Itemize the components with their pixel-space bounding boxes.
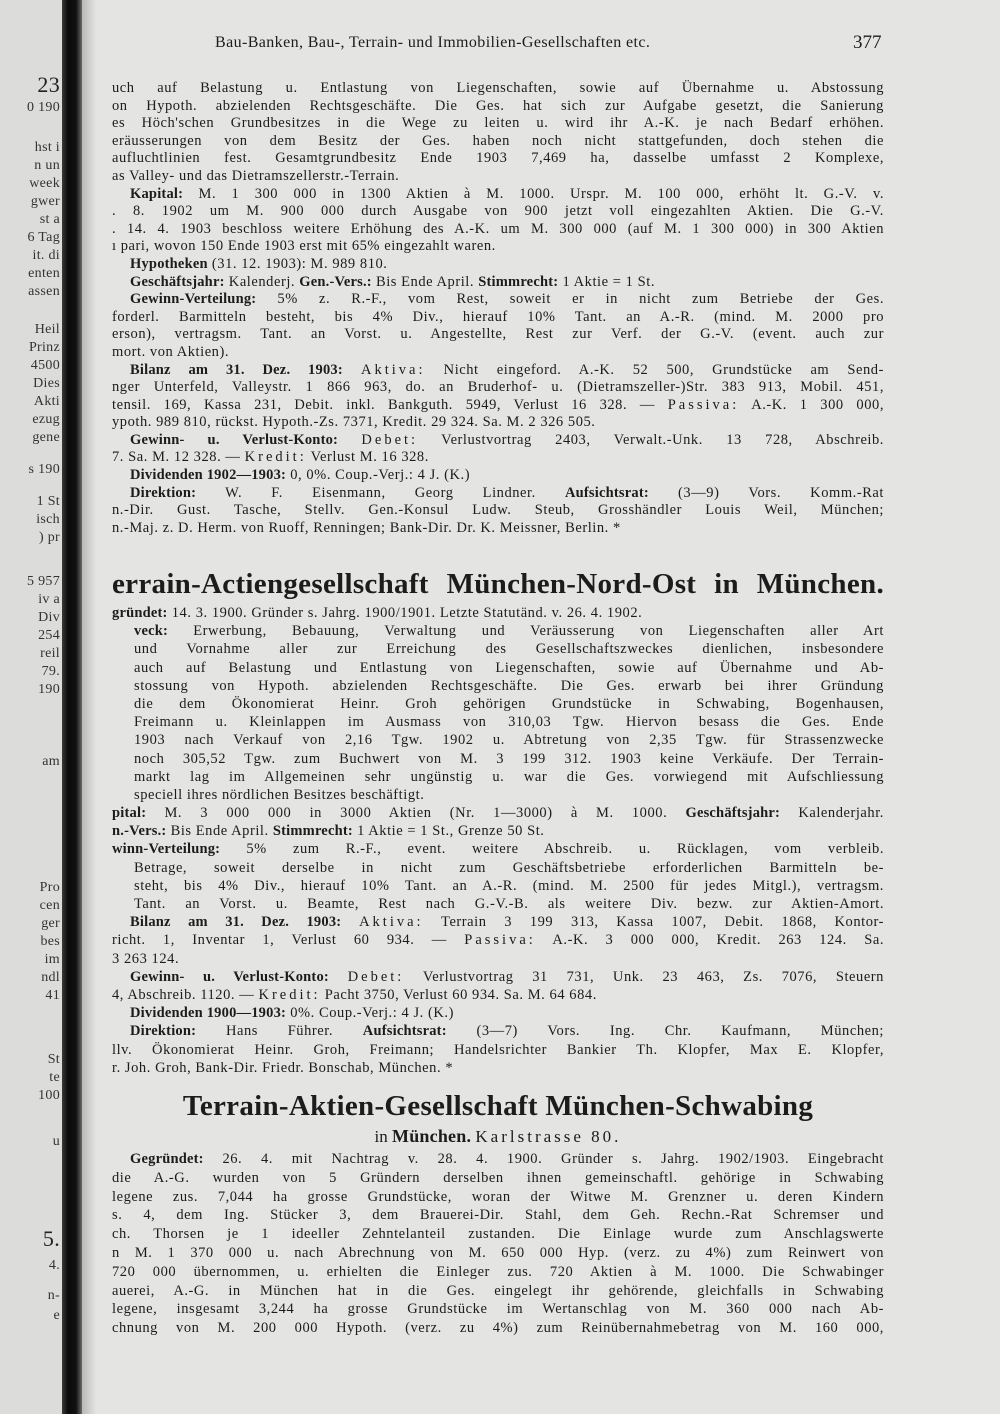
text-run: s. 4, dem Ing. Stücker 3, dem Brauerei-Dir. Stahl, dem Geh. Rechn.-Rat Schremser und [112, 1207, 884, 1224]
book-binding-shadow [62, 0, 82, 1414]
text-line [112, 1188, 884, 1207]
margin-fragment: assen [28, 284, 60, 299]
field-label: Hypotheken [130, 255, 208, 272]
company-entry-continued [112, 80, 884, 537]
text-run: auch auf Belastung und Entlastung von Liegenschaften, sowie auf Übernahme und Ab- [134, 659, 884, 676]
text-line [112, 1244, 884, 1263]
text-line [112, 895, 884, 913]
text-run: 0%. Coup.-Verj.: 4 J. (K.) [286, 1005, 454, 1022]
company-heading: errain-Actiengesellschaft München-Nord-Ost in München. [112, 568, 884, 600]
text-line [112, 362, 884, 380]
field-label: pital: [112, 805, 147, 822]
text-line [112, 804, 884, 822]
margin-fragment: 0 190 [27, 100, 60, 115]
text-run: Hans Führer. [196, 1023, 363, 1040]
text-line [112, 750, 884, 768]
text-run: 5% zum R.-F., event. weitere Abschreib. u. Rücklagen, vom verbleib. [220, 841, 884, 858]
text-line [112, 238, 884, 256]
spaced-label: Aktiva: [361, 361, 426, 378]
text-line [112, 203, 884, 221]
text-line [112, 291, 884, 309]
text-run: 0, 0%. Coup.-Verj.: 4 J. (K.) [286, 467, 471, 484]
text-run: 7. Sa. M. 12 328. — [112, 449, 245, 466]
text-run: (31. 12. 1903): M. 989 810. [207, 255, 388, 272]
margin-fragment: 5 957 [27, 574, 60, 589]
text-run: die dem Ökonomierat Heinr. Groh gehörigen Grundstücke in Schwabing, Bogenhausen, [134, 695, 884, 712]
text-line [112, 604, 884, 622]
margin-fragment: Pro [39, 880, 60, 895]
margin-fragment: 1 St [36, 494, 60, 509]
margin-fragment: am [42, 754, 60, 769]
spaced-label: Kredit: [258, 986, 321, 1003]
text-line [112, 150, 884, 168]
margin-fragment: hst i [34, 140, 60, 155]
adjacent-page-edge [0, 0, 62, 1414]
text-line [112, 1169, 884, 1188]
spaced-label: Aktiva: [359, 914, 424, 931]
margin-fragment: u [52, 1134, 60, 1149]
text-line [112, 133, 884, 151]
text-line [112, 80, 884, 98]
text-run: on Hypoth. abzielenden Rechtsgeschäfte. Die Ges. hat sich zur Aufgabe gesetzt, die Sanierung [112, 97, 884, 114]
text-run: M. 1 300 000 in 1300 Aktien à M. 1000. Urspr. M. 100 000, erhöht lt. G.-V. v. [183, 185, 884, 202]
text-line [112, 414, 884, 432]
margin-fragment: cen [39, 898, 60, 913]
text-run: 5% z. R.-F., vom Rest, soweit er in nicht zum Betriebe der Ges. [256, 291, 884, 308]
text-line [112, 256, 884, 274]
text-line [112, 931, 884, 949]
spaced-label: Kredit: [244, 449, 307, 466]
margin-fragment: 41 [45, 988, 60, 1003]
margin-fragment: Prinz [28, 340, 60, 355]
field-label: Gewinn- u. Verlust-Konto: [130, 968, 329, 985]
field-label: Gewinn-Verteilung: [130, 291, 257, 308]
text-run: und Vornahme aller zur Erreichung des Gesellschaftszweckes dienlichen, insbesondere [134, 641, 884, 658]
company-location [112, 1124, 884, 1148]
text-line [112, 913, 884, 931]
text-line [112, 822, 884, 840]
text-run: uch auf Belastung u. Entlastung von Liegenschaften, sowie auf Übernahme u. Abstossung [112, 80, 884, 96]
text-run [329, 969, 348, 985]
margin-fragment: bes [40, 934, 60, 949]
margin-fragment: iv a [38, 592, 60, 607]
field-label: Direktion: [130, 484, 197, 501]
text-run: chnung von M. 200 000 Hypoth. (verz. zu 4%) zum Reinübernahmebetrag von M. 160 000, [112, 1320, 884, 1337]
text-run: speciell ihres nördlichen Besitzes beschäftigt. [134, 786, 425, 803]
text-run: n.-Dir. Gust. Tasche, Stellv. Gen.-Konsul Ludw. Steub, Grosshändler Louis Weil, München; [112, 502, 884, 519]
field-label: winn-Verteilung: [112, 841, 221, 858]
text-run: auerei, A.-G. in München hat in die Ges. eingelegt ihr gehörende, gleichfalls in Schwabing [112, 1282, 884, 1299]
field-label: Gewinn- u. Verlust-Konto: [130, 431, 339, 448]
margin-fragment: it. di [32, 248, 60, 263]
text-run: 14. 3. 1900. Gründer s. Jahrg. 1900/1901. Letzte Statutänd. v. 26. 4. 1902. [167, 605, 643, 621]
text-line [112, 877, 884, 895]
text-line [112, 397, 884, 415]
margin-fragment: s 190 [28, 462, 60, 477]
spaced-label: Passiva: [667, 396, 740, 413]
text-line [112, 115, 884, 133]
text-line [112, 1206, 884, 1225]
margin-fragment: Dies [33, 376, 60, 391]
text-run: tensil. 169, Kassa 231, Debit. inkl. Bankguth. 5949, Verlust 16 328. — [112, 396, 668, 413]
text-line [112, 1263, 884, 1282]
text-line [112, 1225, 884, 1244]
margin-fragment: 254 [38, 628, 60, 643]
text-run: as Valley- und das Dietramszellerstr.-Terrain. [112, 167, 400, 184]
text-run: Pacht 3750, Verlust 60 934. Sa. M. 64 684. [320, 986, 597, 1003]
field-label: Aufsichtsrat: [564, 484, 649, 501]
text-run: 3 263 124. [112, 950, 180, 967]
text-line [112, 168, 884, 186]
text-run: legene zus. 7,044 ha grosse Grundstücke, woran der Witwe M. Grenzner u. deren Kindern [112, 1188, 884, 1205]
field-label: Kapital: [130, 185, 184, 202]
margin-fragment: isch [36, 512, 60, 527]
text-line [112, 768, 884, 786]
text-run: A.-K. 3 000 000, Kredit. 263 124. Sa. [535, 932, 884, 949]
text-line [112, 1059, 884, 1077]
text-line [112, 1150, 884, 1169]
spaced-label: Debet: [361, 431, 419, 448]
text-line [112, 859, 884, 877]
text-run: noch 305,52 Tgw. zum Buchwert von M. 3 199 312. 1903 keine Verkäufe. Der Terrain- [134, 750, 884, 767]
margin-fragment: 190 [38, 682, 60, 697]
field-label: Stimmrecht: [272, 823, 353, 840]
text-run: Freimann u. Kleinlappen im Ausmass von 310,03 Tgw. Hiervon besass die Ges. Ende [134, 714, 884, 731]
text-run: W. F. Eisenmann, Georg Lindner. [196, 484, 565, 501]
text-line [112, 840, 884, 858]
text-run: llv. Ökonomierat Heinr. Groh, Freimann; Handelsrichter Bankier Th. Klopfer, Max E. Klopfer, [112, 1041, 884, 1058]
text-line [112, 1319, 884, 1338]
margin-fragment: ) pr [38, 530, 60, 545]
text-run: ı pari, wovon 150 Ende 1903 erst mit 65% eingezahlt waren. [112, 238, 496, 255]
margin-fragment: gene [32, 430, 60, 445]
text-run: die A.-G. wurden von 5 Gründern derselben ihnen gemeinschaftl. gehörige in Schwabing [112, 1169, 884, 1186]
text-line [112, 986, 884, 1004]
text-line [112, 968, 884, 986]
field-label: Geschäftsjahr: [685, 805, 781, 822]
text-run: mort. von Aktien). [112, 343, 230, 360]
text-run: Verlustvortrag 31 731, Unk. 23 463, Zs. 7076, Steuern [404, 968, 884, 985]
page-gutter [82, 0, 96, 1414]
margin-fragment: Div [38, 610, 60, 625]
text-run: in [374, 1127, 393, 1146]
text-line [112, 485, 884, 503]
text-line [112, 786, 884, 804]
company-heading: Terrain-Aktien-Gesellschaft München-Schwabing [182, 1090, 814, 1122]
field-label: n.-Vers.: [112, 823, 167, 840]
text-line [112, 502, 884, 520]
text-line [112, 449, 884, 467]
field-label: gründet: [112, 605, 168, 621]
text-run [338, 432, 361, 448]
text-run: Verlust M. 16 328. [306, 449, 429, 466]
field-label: Bilanz am 31. Dez. 1903: [130, 361, 343, 378]
text-run: . 8. 1902 um M. 900 000 durch Ausgabe von 900 jetzt voll eingezahlten Aktien. Die G.-V. [112, 203, 884, 220]
field-label: Stimmrecht: [478, 273, 559, 290]
text-run: ypoth. 989 810, rückst. Hypoth.-Zs. 7371, Kredit. 29 324. Sa. M. 2 326 505. [112, 414, 596, 431]
margin-fragment: 5. [42, 1226, 60, 1251]
text-run: M. 3 000 000 in 3000 Aktien (Nr. 1—3000) à M. 1000. [146, 805, 686, 822]
text-run: Terrain 3 199 313, Kassa 1007, Debit. 1868, Kontor- [423, 914, 884, 931]
margin-fragment: 4. [48, 1258, 60, 1273]
margin-fragment: 100 [38, 1088, 60, 1103]
margin-fragment: ndl [41, 970, 60, 985]
margin-fragment: e [53, 1308, 60, 1323]
field-label: Bilanz am 31. Dez. 1903: [130, 914, 342, 931]
text-run: nger Unterfeld, Valleystr. 1 866 963, do. an Bruderhof- u. (Dietramszeller-)Str. 383 913, Mobil. 451, [112, 379, 884, 396]
margin-fragment: im [44, 952, 60, 967]
field-label: Aufsichtsrat: [362, 1023, 447, 1040]
margin-fragment: 4500 [30, 358, 60, 373]
text-line [112, 432, 884, 450]
text-run: n.-Maj. z. D. Herm. von Ruoff, Renningen; Bank-Dir. Dr. K. Meissner, Berlin. * [112, 519, 621, 536]
text-run: 1 Aktie = 1 St., Grenze 50 St. [352, 823, 545, 840]
text-line [112, 98, 884, 116]
text-run: es Höch'schen Grundbesitzes in die Wege zu leiten u. wird ihr A.-K. je nach Bedarf erhöhen. [112, 115, 884, 132]
field-label: Direktion: [130, 1023, 197, 1040]
text-run: r. Joh. Groh, Bank-Dir. Friedr. Bonschab, München. * [112, 1059, 454, 1076]
text-run: . 14. 4. 1903 beschloss weitere Erhöhung des A.-K. um M. 300 000 (auf M. 1 300 000) in 300 Aktien [112, 220, 884, 237]
text-line [112, 1022, 884, 1040]
text-run: 720 000 übernommen, u. erhielten die Einleger zus. 720 Aktien à M. 1000. Die Schwabinger [112, 1263, 884, 1280]
margin-fragment: St [47, 1052, 60, 1067]
text-line [112, 520, 884, 538]
field-label: Dividenden 1902—1903: [130, 467, 287, 484]
field-label: Geschäftsjahr: [130, 273, 225, 290]
text-line [112, 640, 884, 658]
page-number: 377 [853, 32, 882, 53]
margin-fragment: te [49, 1070, 60, 1085]
text-run: (3—9) Vors. Komm.-Rat [648, 484, 884, 501]
text-run [343, 362, 361, 378]
text-run: markt lag im Allgemeinen sehr ungünstig u. war die Ges. vorwiegend mit Aufschliessung [134, 768, 884, 785]
text-run: legene, insgesamt 3,244 ha grosse Grundstücke im Wertanschlag von M. 360 000 nach Ab- [112, 1301, 884, 1318]
text-run: Bis Ende April. [166, 823, 273, 840]
text-run: steht, bis 4% Div., hierauf 10% Tant. an A.-R. (mind. M. 2500 für jedes Mitgl.), vertragsm. [134, 877, 884, 894]
text-line [112, 950, 884, 968]
text-run: n M. 1 370 000 u. nach Abrechnung von M. 650 000 Hyp. (verz. zu 4%) zum Reinwert von [112, 1244, 884, 1261]
text-run: Bis Ende April. [371, 273, 479, 290]
text-run: eräusserungen von dem Besitz der Ges. haben noch nicht stattgefunden, doch stehen die [112, 132, 884, 149]
text-line [112, 731, 884, 749]
text-run: Betrage, soweit derselbe in nicht zum Geschäftsbetriebe erforderlichen Barmitteln be- [134, 859, 884, 876]
text-line [112, 659, 884, 677]
text-run: 1 Aktie = 1 St. [558, 273, 656, 290]
text-line [112, 695, 884, 713]
text-run: forderl. Barmitteln besteht, bis 4% Div., hierauf 10% Tant. an A.-R. (mind. M. 2000 pro [112, 308, 884, 325]
text-line [112, 344, 884, 362]
text-run [341, 914, 359, 930]
text-run: Kalenderj. [224, 273, 300, 290]
field-label: Gen.-Vers.: [299, 273, 372, 290]
text-line [112, 1282, 884, 1301]
margin-fragment: st a [39, 212, 60, 227]
text-run: A.-K. 1 300 000, [739, 396, 884, 413]
text-run: Erwerbung, Bebauung, Verwaltung und Veräusserung von Liegenschaften aller Art [168, 623, 884, 640]
margin-fragment: n un [34, 158, 60, 173]
text-run: 4, Abschreib. 1120. — [112, 986, 259, 1003]
margin-fragment: ezug [32, 412, 60, 427]
text-line [112, 379, 884, 397]
text-run: 1903 nach Verkauf von 2,16 Tgw. 1902 u. Abtretung von 2,35 Tgw. für Strassenzwecke [134, 732, 884, 749]
text-line [112, 1041, 884, 1059]
field-label: München. [392, 1126, 472, 1146]
text-run: Kalenderjahr. [780, 805, 884, 822]
spaced-label: Karlstrasse 80. [475, 1127, 622, 1146]
text-run: erson), vertragsm. Tant. an Vorst. u. Angestellte, Rest zur Verf. der G.-V. (event. auch zur [112, 326, 884, 343]
field-label: Dividenden 1900—1903: [130, 1005, 287, 1022]
text-run: 26. 4. mit Nachtrag v. 28. 4. 1900. Gründer s. Jahrg. 1902/1903. Eingebracht [203, 1151, 884, 1167]
text-line [112, 467, 884, 485]
margin-fragment: 79. [41, 664, 60, 679]
text-line [112, 186, 884, 204]
text-line [112, 1300, 884, 1319]
text-run: (3—7) Vors. Ing. Chr. Kaufmann, München; [446, 1023, 884, 1040]
text-line [112, 309, 884, 327]
company-entry-muenchen-nord-ost [112, 566, 884, 1077]
text-line [112, 622, 884, 640]
company-entry-muenchen-schwabing [112, 1088, 884, 1338]
running-header: Bau-Banken, Bau-, Terrain- und Immobilien-Gesellschaften etc. [215, 34, 651, 51]
text-line [112, 1004, 884, 1022]
text-run: stossung von Hypoth. abzielenden Rechtsgeschäfte. Die Ges. erwarb bei ihrer Gründung [134, 677, 884, 694]
text-run: Tant. an Vorst. u. Beamte, Rest nach G.-V.-B. als weitere Div. bezw. zur Aktien-Amort. [134, 896, 884, 912]
margin-fragment: 6 Tag [27, 230, 60, 245]
margin-fragment: ger [41, 916, 60, 931]
margin-fragment: Heil [34, 322, 60, 337]
text-run: ch. Thorsen je 1 ideeller Zehntelanteil zustanden. Die Einlage wurde zum Anschlagswerte [112, 1226, 884, 1243]
margin-fragment: enten [28, 266, 60, 281]
text-line [112, 274, 884, 292]
spaced-label: Debet: [347, 968, 405, 985]
margin-fragment: gwer [30, 194, 60, 209]
margin-fragment: week [29, 176, 60, 191]
margin-fragment: Akti [33, 394, 60, 409]
text-line [112, 221, 884, 239]
margin-fragment: n- [47, 1288, 60, 1303]
text-line [112, 713, 884, 731]
margin-fragment: 23 [37, 72, 60, 97]
text-run: richt. 1, Inventar 1, Verlust 60 934. — [112, 932, 465, 949]
spaced-label: Passiva: [464, 932, 536, 949]
text-run: Verlustvortrag 2403, Verwalt.-Unk. 13 728, Abschreib. [418, 431, 884, 448]
text-run: aufluchtlinien fest. Gesamtgrundbesitz Ende 1903 7,469 ha, dasselbe umfasst 2 Komplexe, [112, 150, 884, 167]
field-label: Gegründet: [130, 1151, 204, 1167]
text-line [112, 326, 884, 344]
margin-fragment: reil [40, 646, 60, 661]
text-run: Nicht eingeford. A.-K. 52 500, Grundstücke am Send- [425, 361, 884, 378]
text-line [112, 677, 884, 695]
field-label: veck: [134, 623, 169, 640]
